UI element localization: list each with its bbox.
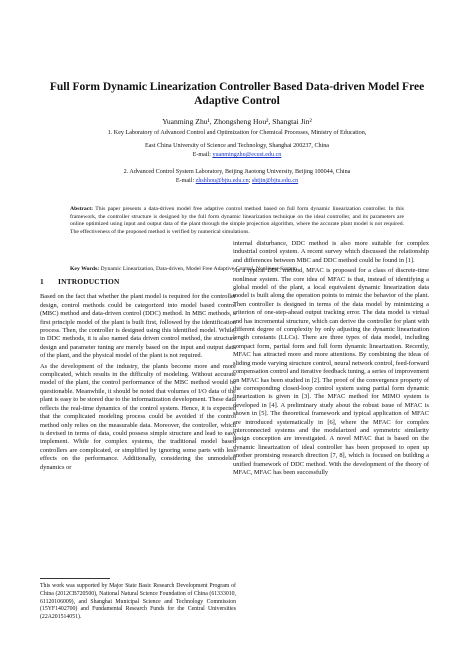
title-line-1: Full Form Dynamic Linearization Controller Based Data-driven Model Free: [49, 81, 425, 93]
email-separator: ;: [248, 178, 252, 184]
keywords-label: Key Words:: [70, 266, 100, 272]
section-heading: [40, 278, 236, 286]
author-list: Yuanming Zhu¹, Zhongsheng Hou², Shangtai Jin²: [162, 117, 312, 126]
intro-paragraph-2: As the development of the industry, the plants become more and more complicated, which results in the difficulty of modeling. Without accurate model of the plant, the control performance of the MBC method would be questionable. Meanwhile, it should be noted that volumes of I/O data of the plant is easy to be stored due to the informatization development. These data reflects the real-time dynamics of the control system. Hence, it is expected that the complicated modeling process could be avoided if the control method only relies on the measurable data. Moreover, the controller, which is devised in terms of data, could possess simple structure and lead to easy implement. While for complex systems, the traditional model based controllers are complicated, or simplified by ignoring some parts with less effects on the performance. Additionally, considering the unmodeled dynamics or: [40, 362, 236, 471]
abstract-label: Abstract:: [70, 206, 94, 212]
section-number: 1: [40, 277, 44, 286]
intro-paragraph-3: internal disturbance, DDC method is also more suitable for complex industrial control system. A recent survey which discussed the relationship and differences between MBC and DDC method could be found in [1].: [233, 240, 429, 264]
affiliation-1-line-1: 1. Key Laboratory of Advanced Control and Optimization for Chemical Processes, Ministry of Education,: [107, 130, 367, 136]
funding-footnote: This work was supported by Major State Basic Research Development Program of China (2012CB720500), National Natural Science Foundation of China (61333010, 61120106009), and Shanghai Municipal Science and Technology Commission (15YF1402700) and Fundamental Research Funds for the Central Universities (22A201514051).: [40, 583, 236, 621]
intro-paragraph-1: Based on the fact that whether the plant model is required for the controller design, control methods could be categorized into model based control (MBC) method and data-driven control (DDC) method. In MBC methods, a first principle model of the plant is built first, followed by the identification process. Then, the controller is designed using this identified model. While, in DDC methods, it is also named data driven control method, the structure design and parameter tuning are merely based on the input and output data of the plant, and the physical model of the plant is not required.: [40, 293, 236, 360]
email-link-2b[interactable]: shtjin@bjtu.edu.cn: [251, 178, 299, 184]
email-link-1[interactable]: yuanmingzhu@ecust.edu.cn: [212, 152, 282, 158]
left-column: [40, 278, 236, 474]
email-label-1: E-mail:: [192, 152, 213, 158]
affiliation-1: [40, 129, 434, 160]
footnote-rule: [40, 578, 110, 579]
email-link-2a[interactable]: zhshhou@bjtu.edu.cn: [195, 178, 249, 184]
email-label-2: E-mail:: [175, 178, 196, 184]
affiliation-2-line-1: 2. Advanced Control System Laboratory, Beijing Jiaotong University, Beijing 100044, China: [123, 169, 351, 175]
abstract-text: This paper presents a data-driven model free adaptive control method based on full form dynamic linearization controller. In this framework, the controller structure is designed by the full form dynamic linearization technique on the ideal controller, and its parameters are online optimized using input and output data of the plant through the simple projection algorithm, where the accurate plant model is not required. The effectiveness of the proposed method is verified by numerical simulations.: [70, 206, 404, 235]
intro-paragraph-4: As a typical DDC method, MFAC is proposed for a class of discrete-time nonlinear system. The core idea of MFAC is that, instead of identifying a global model of the plant, a local equivalent dynamic linearization data model is built along the operation points to mimic the behavior of the plant. Then controller is designed in terms of the data model by minimizing a criterion of one-step-ahead output tracking error. The data model is virtual and has incremental structure, which can derive the controller for plant with different degree of complexity by only adjusting the dynamic linearization length constants (LLCs). There are three types of data model, including compact form, partial form and full form dynamic linearization. Recently, MFAC has attracted more and more attentions. By combining the ideas of sliding mode varying structure control, neural network control, feed-forward compensation control and iterative feedback tuning, a series of improvement on MFAC has been studied in [2]. The proof of the convergence property of the corresponding closed-loop control system using partial form dynamic linearization is given in [3]. The MFAC method for MIMO system is developed in [4]. A preliminary study about the robust issue of MFAC is shown in [5]. The theoretical framework and typical application of MFAC are introduced systematically in [6], where the MFAC for complex interconnected systems and the modularized and symmetric similarity design conception are investigated. A novel MFAC that is based on the dynamic linearization of ideal controller has been proposed to open up another promising research direction [7, 8], which is focused on building a unified framework of DDC method. With the development of the theory of MFAC, MFAC has been successfully: [233, 267, 429, 476]
affiliation-2: [40, 168, 434, 186]
abstract: [70, 206, 404, 236]
paper-title: [40, 80, 434, 108]
title-line-2: Adaptive Control: [194, 95, 280, 107]
right-column: [233, 240, 429, 479]
affiliation-1-line-2: East China University of Science and Technology, Shanghai 200237, China: [144, 143, 330, 149]
keywords-text: Dynamic Linearization, Data-driven, Model Free Adaptive Control, Nonlinear System: [100, 266, 297, 272]
section-title: INTRODUCTION: [58, 277, 120, 286]
